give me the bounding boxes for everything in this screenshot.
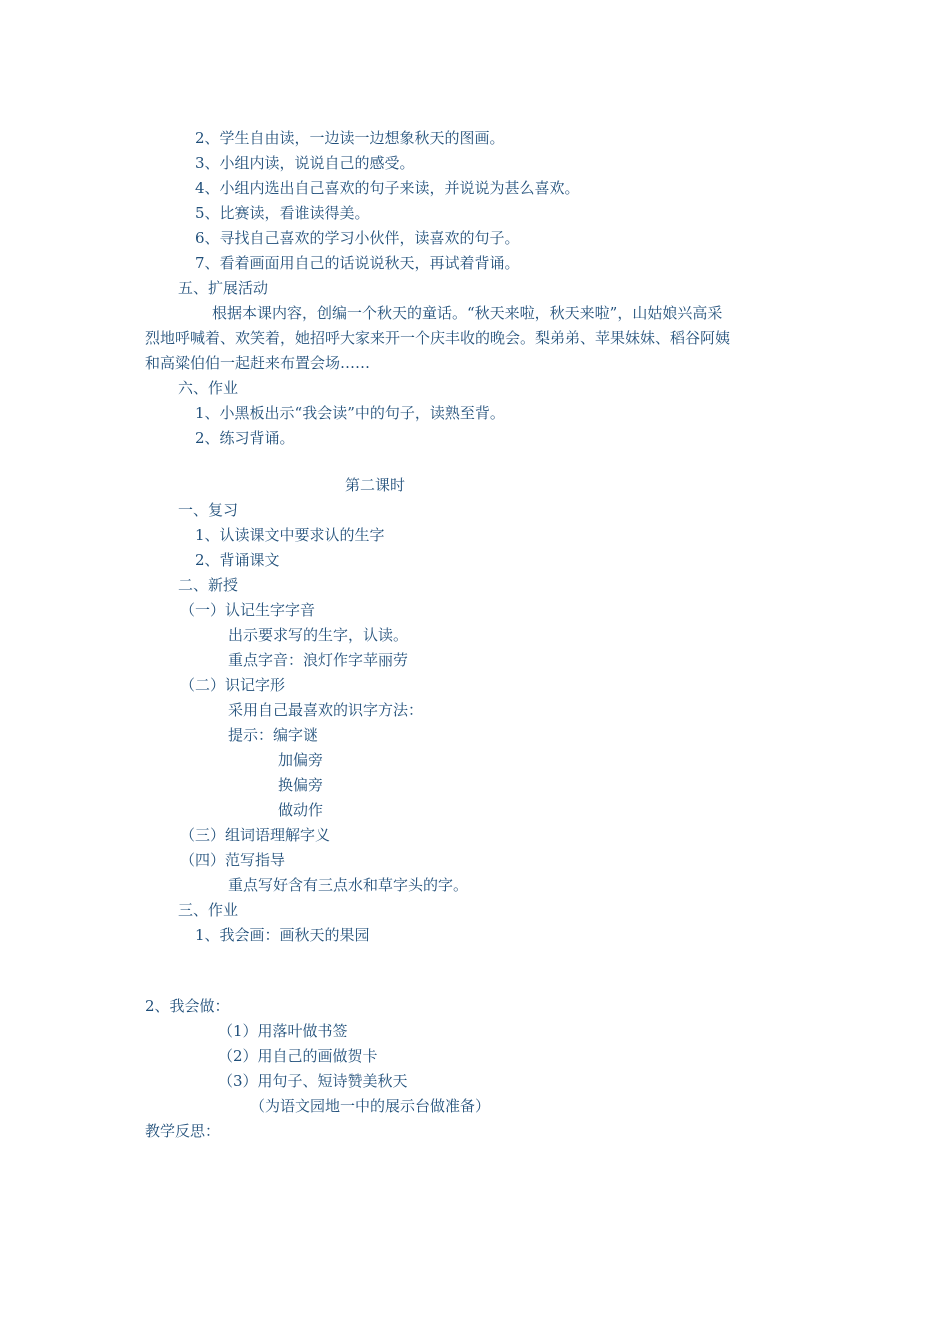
paragraph-line-3: 和高粱伯伯一起赶来布置会场……: [145, 354, 371, 372]
subsection-1-line-1: 出示要求写的生字，认读。: [228, 626, 409, 644]
hint-line-3: 换偏旁: [278, 776, 324, 794]
homework-draw-item: 1、我会画：画秋天的果园: [195, 926, 370, 944]
subsection-4-line-1: 重点写好含有三点水和草字头的字。: [228, 876, 469, 894]
homework-heading: 三、作业: [178, 901, 239, 919]
subsection-3-heading: （三）组词语理解字义: [180, 826, 331, 844]
review-item-1: 1、认读课文中要求认的生字: [195, 526, 385, 544]
step-3-group-reading: 3、小组内读，说说自己的感受。: [195, 154, 415, 172]
paragraph-line-2: 烈地呼喊着、欢笑着，她招呼大家来开一个庆丰收的晚会。梨弟弟、苹果妹妹、稻谷阿姨: [145, 329, 731, 347]
make-item-1: （1）用落叶做书签: [218, 1022, 348, 1040]
paragraph-line-1: 根据本课内容，创编一个秋天的童话。“秋天来啦，秋天来啦”，山姑娘兴高采: [212, 304, 723, 322]
step-6-reading-partner: 6、寻找自己喜欢的学习小伙伴，读喜欢的句子。: [195, 229, 520, 247]
lesson-2-title: 第二课时: [345, 476, 406, 494]
homework-item-2: 2、练习背诵。: [195, 429, 295, 447]
hint-line-4: 做动作: [278, 801, 324, 819]
subsection-2-heading: （二）识记字形: [180, 676, 286, 694]
new-lesson-heading: 二、新授: [178, 576, 239, 594]
hint-line-1: 提示：编字谜: [228, 726, 319, 744]
i-can-make-heading: 2、我会做：: [145, 997, 230, 1015]
homework-item-1: 1、小黑板出示“我会读”中的句子，读熟至背。: [195, 404, 505, 422]
review-heading: 一、复习: [178, 501, 239, 519]
teaching-reflection-label: 教学反思：: [145, 1122, 221, 1140]
step-5-reading-contest: 5、比赛读，看谁读得美。: [195, 204, 370, 222]
review-item-2: 2、背诵课文: [195, 551, 280, 569]
step-7-describe-autumn: 7、看着画面用自己的话说说秋天，再试着背诵。: [195, 254, 520, 272]
make-note: （为语文园地一中的展示台做准备）: [250, 1097, 491, 1115]
make-item-2: （2）用自己的画做贺卡: [218, 1047, 378, 1065]
section-5-heading: 五、扩展活动: [178, 279, 269, 297]
step-4-choose-sentences: 4、小组内选出自己喜欢的句子来读，并说说为甚么喜欢。: [195, 179, 580, 197]
section-6-heading: 六、作业: [178, 379, 239, 397]
make-item-3: （3）用句子、短诗赞美秋天: [218, 1072, 408, 1090]
subsection-4-heading: （四）范写指导: [180, 851, 286, 869]
subsection-1-line-2: 重点字音：浪灯作字苹丽劳: [228, 651, 409, 669]
hint-line-2: 加偏旁: [278, 751, 324, 769]
subsection-1-heading: （一）认记生字字音: [180, 601, 316, 619]
step-2-free-reading: 2、学生自由读，一边读一边想象秋天的图画。: [195, 129, 505, 147]
subsection-2-line-1: 采用自己最喜欢的识字方法：: [228, 701, 424, 719]
